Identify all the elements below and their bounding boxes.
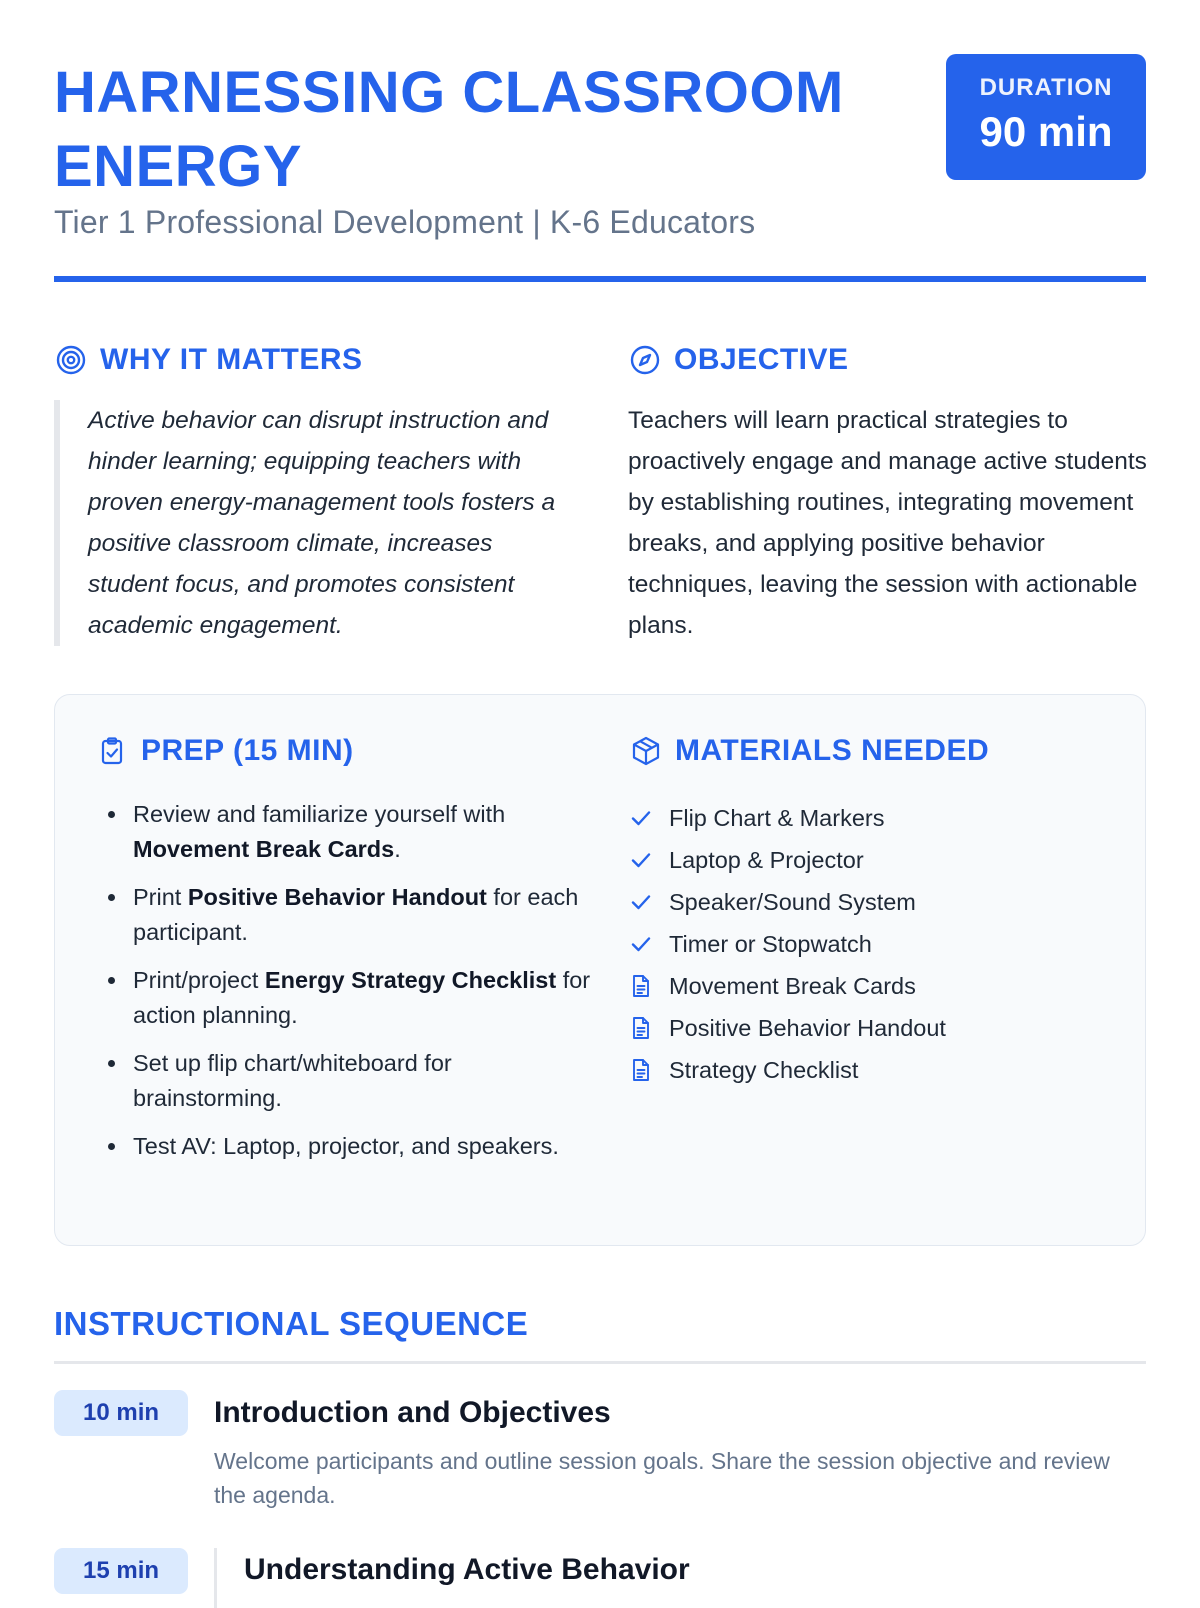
prep-item <box>129 1129 595 1164</box>
objective-heading: OBJECTIVE <box>674 343 849 376</box>
objective-section <box>628 340 1148 646</box>
prep-materials-box <box>54 694 1146 1246</box>
step-description: Welcome participants and outline session goals. Share the session objective and review the agenda. <box>214 1448 1110 1508</box>
why-text: Active behavior can disrupt instruction and hinder learning; equipping teachers with proven energy-management tools fosters a positive classroom climate, increases student focus, and promotes consistent academic engagement. <box>54 400 574 646</box>
page-title: HARNESSING CLASSROOM ENERGY <box>54 60 844 199</box>
material-label: Speaker/Sound System <box>669 888 916 915</box>
check-icon <box>629 806 653 830</box>
prep-item-text: Print <box>133 884 188 910</box>
duration-value: 90 min <box>979 108 1113 155</box>
prep-item <box>129 963 595 1033</box>
prep-item-text: for action planning. <box>133 967 591 1028</box>
check-icon <box>629 932 653 956</box>
step-timeline-bar <box>214 1548 217 1608</box>
material-label: Timer or Stopwatch <box>669 930 872 957</box>
target-icon <box>54 343 88 377</box>
prep-item-resource: Movement Break Cards <box>133 836 395 862</box>
step-duration-pill: 15 min <box>54 1548 188 1594</box>
objective-text: Teachers will learn practical strategies to proactively engage and manage active students by establishing routines, integrating movement breaks, and applying positive behavior techniques, leaving the session with actionable plans. <box>628 407 1147 639</box>
prep-item <box>129 797 595 867</box>
box-icon <box>629 734 663 768</box>
material-item <box>629 881 1109 923</box>
material-label: Positive Behavior Handout <box>669 1014 946 1041</box>
material-item <box>629 839 1109 881</box>
prep-item-resource: Energy Strategy Checklist <box>264 967 557 993</box>
material-item <box>629 797 1109 839</box>
material-item <box>629 923 1109 965</box>
prep-item-text: for each participant. <box>133 884 579 945</box>
prep-item-text: . <box>394 836 401 862</box>
prep-item-text: Print/project <box>133 967 265 993</box>
document-icon <box>629 1058 653 1082</box>
duration-badge <box>946 54 1146 180</box>
duration-label: DURATION <box>979 74 1113 101</box>
prep-item <box>129 880 595 950</box>
page-subtitle: Tier 1 Professional Development | K-6 Educators <box>54 204 756 240</box>
check-icon <box>629 848 653 872</box>
material-label: Laptop & Projector <box>669 846 864 873</box>
lesson-plan-page <box>54 0 1147 1586</box>
prep-list <box>95 797 595 1164</box>
clipboard-check-icon <box>95 734 129 768</box>
material-item <box>629 965 1109 1007</box>
sequence-step <box>54 1390 1146 1510</box>
materials-list <box>629 797 1109 1091</box>
prep-item-text: Review and familiarize yourself with <box>133 801 506 827</box>
materials-heading: MATERIALS NEEDED <box>675 734 990 767</box>
prep-item <box>129 1046 595 1116</box>
step-duration-pill: 10 min <box>54 1390 188 1436</box>
document-icon <box>629 1016 653 1040</box>
material-label: Flip Chart & Markers <box>669 804 885 831</box>
intro-section <box>54 340 1146 650</box>
prep-item-resource: Positive Behavior Handout <box>187 884 487 910</box>
prep-section <box>95 731 595 1177</box>
sequence-divider <box>54 1361 1146 1364</box>
why-heading: WHY IT MATTERS <box>100 343 363 376</box>
header-divider <box>54 276 1146 282</box>
prep-item-text: Set up flip chart/whiteboard for brainstorming. <box>133 1050 452 1111</box>
header <box>54 0 1146 285</box>
compass-icon <box>628 343 662 377</box>
check-icon <box>629 890 653 914</box>
materials-section <box>629 731 1109 1091</box>
step-title: Introduction and Objectives <box>214 1396 611 1429</box>
why-it-matters-section <box>54 340 574 646</box>
sequence-heading: INSTRUCTIONAL SEQUENCE <box>54 1305 529 1342</box>
prep-heading: PREP (15 MIN) <box>141 734 354 767</box>
material-label: Movement Break Cards <box>669 972 916 999</box>
material-item <box>629 1007 1109 1049</box>
material-label: Strategy Checklist <box>669 1056 859 1083</box>
material-item <box>629 1049 1109 1091</box>
document-icon <box>629 974 653 998</box>
prep-item-text: Test AV: Laptop, projector, and speakers. <box>133 1133 559 1159</box>
step-title: Understanding Active Behavior <box>244 1553 690 1586</box>
sequence-step <box>54 1548 1146 1608</box>
